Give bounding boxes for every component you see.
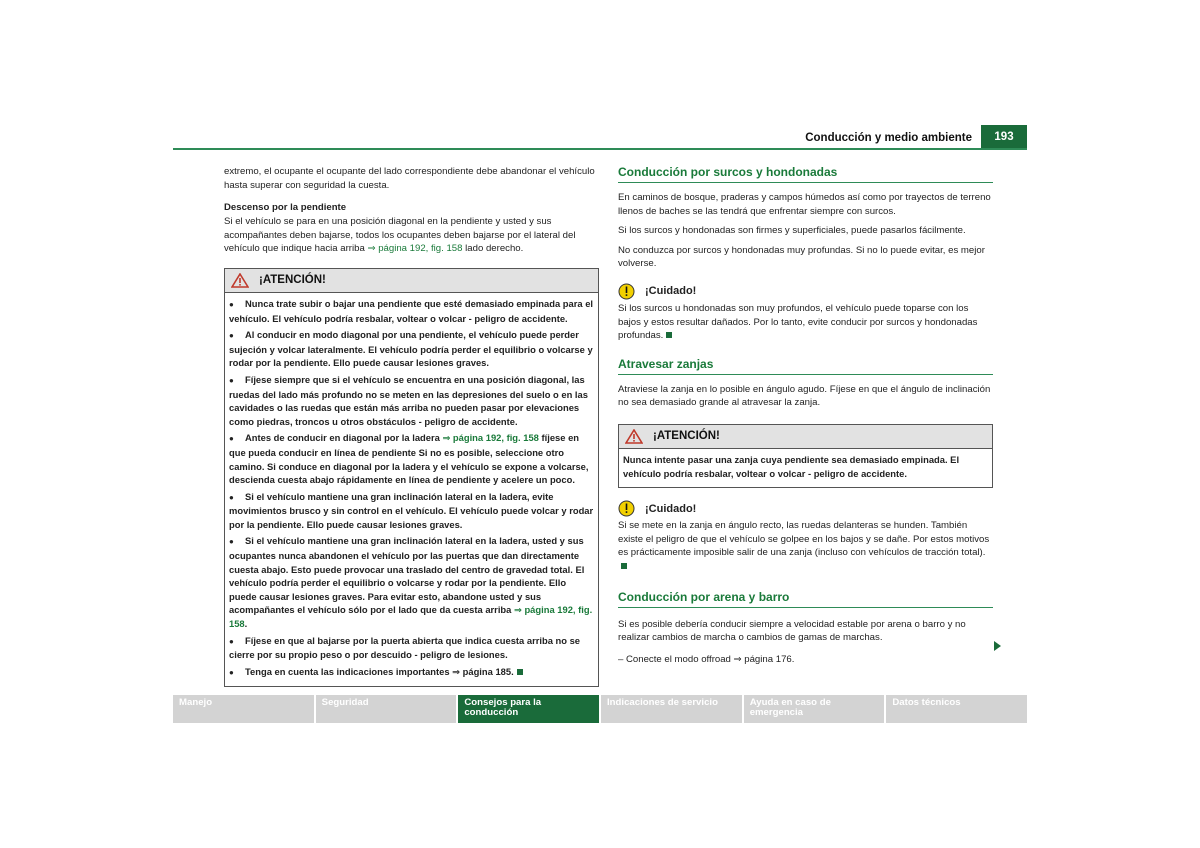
end-marker <box>621 563 627 569</box>
warning-item: ● Tenga en cuenta las indicaciones importantes ⇒ página 185. <box>229 665 594 680</box>
ruts-paragraph-1: En caminos de bosque, praderas y campos húmedos así como por trayectos de terreno llenos de baches se las tendrá que enfrentar siempre con surcos. <box>618 192 991 217</box>
warning-item: ● Antes de conducir en diagonal por la ladera ⇒ página 192, fig. 158 fíjese en que pueda conducir en línea de pendiente Si no es posible, seleccione otro camino. Si conduce en diagonal por la ladera y el vehículo se expone a volcarse, descienda cuesta abajo rápidamente en línea de pendiente y acelere un poco. <box>229 432 589 486</box>
tab-consejos-conduccion[interactable]: Consejos para la conducción <box>458 695 599 723</box>
bullet-icon: ● <box>229 331 234 341</box>
bullet-icon: ● <box>229 492 234 502</box>
warning-header-2 <box>619 425 992 449</box>
page-link[interactable]: ⇒ página 192, fig. 158 <box>367 243 463 255</box>
warning-box <box>224 268 599 687</box>
end-marker <box>666 332 672 338</box>
bullet-icon: ● <box>229 299 234 309</box>
caution-title-1: ¡Cuidado! <box>645 285 697 298</box>
warning-item: ● Fíjese en que al bajarse por la puerta abierta que indica cuesta arriba no se cierre por su propio peso o por descuido - peligro de lesiones. <box>229 634 581 661</box>
bullet-icon: ● <box>229 434 234 444</box>
section-title-ruts: Conducción por surcos y hondonadas <box>618 165 993 183</box>
section-title-ditches: Atravesar zanjas <box>618 357 993 375</box>
warning-title-2: ¡ATENCIÓN! <box>653 430 720 443</box>
bullet-icon: ● <box>229 636 234 646</box>
caution-text-2: Si se mete en la zanja en ángulo recto, las ruedas delanteras se hunden. También existe el peligro de que el vehículo se golpee en los bajos y se dañe. Por estos motivos es prácticamente imposible salir de una zanja (incluso con vehículos de tracción total). <box>618 519 993 573</box>
ditches-paragraph: Atraviese la zanja en lo posible en ángulo agudo. Fíjese en que el ángulo de inclinación no sea demasiado grande al atravesar la zanja. <box>618 383 991 409</box>
caution-icon <box>618 283 635 300</box>
warning-item: ● Nunca trate subir o bajar una pendiente que esté demasiado empinada para el vehículo. El vehículo podría resbalar, voltear o volcar - peligro de accidente. <box>229 297 594 324</box>
chapter-tab-bar <box>173 695 1027 723</box>
tab-seguridad[interactable]: Seguridad <box>316 695 457 723</box>
descent-heading: Descenso por la pendiente <box>224 202 347 214</box>
tab-manejo[interactable]: Manejo <box>173 695 314 723</box>
caution-text-1: Si los surcos u hondonadas son muy profundos, el vehículo puede toparse con los bajos y estos resultar dañados. Por lo tanto, evite conducir por surcos y hondonadas profundas. <box>618 302 978 342</box>
caution-header-2 <box>618 500 993 517</box>
page-number: 193 <box>981 125 1027 149</box>
warning-box-2 <box>618 424 993 488</box>
page-link[interactable]: ⇒ página 192, fig. 158 <box>229 604 593 630</box>
tab-indicaciones-servicio[interactable]: Indicaciones de servicio <box>601 695 742 723</box>
warning-item: ● Si el vehículo mantiene una gran inclinación lateral en la ladera, usted y sus ocupantes nunca abandonen el vehículo por las puertas que dan directamente cuesta abajo. Esto puede provocar una traslado del centro de gravedad total. El vehículo podría perder el equilibrio o volcarse y rodar por la pendiente. Ello puede causar lesiones graves. Para evitar esto, abandone usted y sus acompañantes el vehículo sólo por el lado que da cuesta arriba ⇒ página 192, fig. 158. <box>229 535 593 630</box>
caution-title-2: ¡Cuidado! <box>645 502 697 515</box>
ruts-paragraph-3: No conduzca por surcos y hondonadas muy profundas. Si no lo puede evitar, es mejor volverse. <box>618 244 985 270</box>
warning-text-2: Nunca intente pasar una zanja cuya pendiente sea demasiado empinada. El vehículo podría resbalar, voltear o volcar - peligro de accidente. <box>623 453 960 479</box>
warning-triangle-icon <box>231 273 249 288</box>
next-page-arrow-icon[interactable] <box>994 641 1001 651</box>
ruts-paragraph-2: Si los surcos y hondonadas son firmes y superficiales, puede pasarlos fácilmente. <box>618 225 966 237</box>
page-link[interactable]: ⇒ página 192, fig. 158 <box>442 432 539 444</box>
tab-datos-tecnicos[interactable]: Datos técnicos <box>886 695 1027 723</box>
right-column <box>618 165 993 666</box>
caution-header-1 <box>618 283 993 300</box>
warning-body-2 <box>619 449 992 487</box>
sand-step: – Conecte el modo offroad ⇒ página 176. <box>618 653 795 665</box>
tab-ayuda-emergencia[interactable]: Ayuda en caso de emergencia <box>744 695 885 723</box>
bullet-icon: ● <box>229 537 234 547</box>
warning-item: ● Fíjese siempre que si el vehículo se encuentra en una posición diagonal, las ruedas del lado más profundo no se meten en las depresiones del suelo o en las cavidades o las ruedas que están más arriba no pueden pasar por elevaciones como piedras, troncos u otros obstáculos - peligro de accidente. <box>229 373 588 427</box>
descent-paragraph: Si el vehículo se para en una posición diagonal en la pendiente y usted y sus acompañantes deben bajarse, todos los ocupantes deben bajarse por el lateral del vehículo que indique hacia arriba ⇒ página 192, fig. 158 lado derecho. <box>224 216 576 255</box>
intro-paragraph: extremo, el ocupante el ocupante del lado correspondiente debe abandonar el vehículo hasta superar con seguridad la cuesta. <box>224 166 595 191</box>
left-column <box>224 165 599 687</box>
chapter-title: Conducción y medio ambiente <box>805 132 972 144</box>
section-title-sand: Conducción por arena y barro <box>618 590 993 608</box>
warning-item: ● Al conducir en modo diagonal por una pendiente, el vehículo puede perder sujeción y volcar lateralmente. El vehículo podría perder el equilibrio o volcarse y rodar por la pendiente. Ello puede causar lesiones graves. <box>229 329 593 369</box>
sand-paragraph: Si es posible debería conducir siempre a velocidad estable por arena o barro y no realizar cambios de marcha o cambios de gamas de marchas. <box>618 618 966 644</box>
bullet-icon: ● <box>229 375 234 385</box>
warning-item: ● Si el vehículo mantiene una gran inclinación lateral en la ladera, evite movimientos brusco y sin control en el vehículo. El vehículo puede volcar y rodar por la pendiente. Ello puede causar lesiones graves. <box>229 490 594 530</box>
warning-list <box>225 293 598 686</box>
caution-icon <box>618 500 635 517</box>
warning-triangle-icon <box>625 429 643 444</box>
warning-title: ¡ATENCIÓN! <box>259 274 326 287</box>
warning-header <box>225 269 598 293</box>
header-rule <box>173 148 1027 150</box>
end-marker <box>517 669 523 675</box>
bullet-icon: ● <box>229 667 234 677</box>
